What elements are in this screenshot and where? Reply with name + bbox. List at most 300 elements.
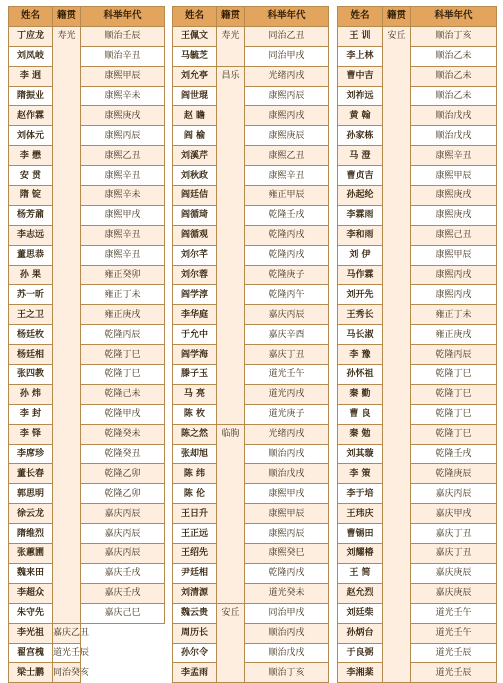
table-row (9, 285, 165, 305)
table-row (9, 305, 165, 325)
era-cell: 康熙丙辰 (245, 524, 329, 544)
table-row (173, 583, 329, 603)
table-row (173, 186, 329, 206)
name-cell: 苏一昕 (9, 285, 53, 305)
table-row (9, 325, 165, 345)
table-row (9, 583, 165, 603)
table-row (9, 464, 165, 484)
table-row (338, 205, 497, 225)
era-cell: 康熙庚戌 (81, 106, 165, 126)
name-cell: 阎学淳 (173, 285, 217, 305)
era-cell: 乾隆丙戌 (245, 245, 329, 265)
table-row (9, 106, 165, 126)
name-cell: 李 迥 (9, 66, 53, 86)
era-cell: 同治癸亥 (53, 663, 81, 683)
era-cell: 道光壬辰 (53, 643, 81, 663)
header-origin: 籍贯 (383, 7, 411, 27)
table-row (9, 663, 165, 683)
table-row (173, 603, 329, 623)
table-row (338, 285, 497, 305)
era-cell: 康熙甲辰 (411, 245, 497, 265)
name-cell: 刘允亭 (173, 66, 217, 86)
era-cell: 康熙甲辰 (411, 166, 497, 186)
header-name: 姓名 (9, 7, 53, 27)
name-cell: 赵允烈 (338, 583, 383, 603)
name-cell: 马长淑 (338, 325, 383, 345)
name-cell: 杨芳鼐 (9, 205, 53, 225)
name-cell: 陈 枚 (173, 404, 217, 424)
era-cell: 乾隆乙卯 (81, 464, 165, 484)
era-cell: 乾隆癸丑 (81, 444, 165, 464)
name-cell: 阎廷佶 (173, 186, 217, 206)
name-cell: 秦 勉 (338, 424, 383, 444)
table-row (338, 504, 497, 524)
table-row (338, 166, 497, 186)
name-cell: 李霖雨 (338, 205, 383, 225)
name-cell: 王之卫 (9, 305, 53, 325)
name-cell: 于允中 (173, 325, 217, 345)
table-row (9, 245, 165, 265)
table-row (173, 225, 329, 245)
name-cell: 李于培 (338, 484, 383, 504)
era-cell: 康熙庚戌 (411, 186, 497, 206)
name-cell: 李 策 (338, 464, 383, 484)
era-cell: 康熙辛丑 (81, 166, 165, 186)
table-row (9, 484, 165, 504)
table-row (338, 404, 497, 424)
name-cell: 赵 瞻 (173, 106, 217, 126)
name-cell: 马作霖 (338, 265, 383, 285)
header-era: 科举年代 (245, 7, 329, 27)
table-row (338, 225, 497, 245)
name-cell: 黄 翰 (338, 106, 383, 126)
table-row (9, 504, 165, 524)
table-row (338, 484, 497, 504)
name-cell: 梁士鹏 (9, 663, 53, 683)
name-cell: 李 豫 (338, 345, 383, 365)
era-cell: 康熙丙戌 (245, 106, 329, 126)
era-cell: 康熙乙丑 (81, 146, 165, 166)
name-cell: 阎循琦 (173, 205, 217, 225)
era-cell: 嘉庆庚辰 (411, 583, 497, 603)
table-row (173, 524, 329, 544)
name-cell: 滕子玉 (173, 365, 217, 385)
table-row (173, 504, 329, 524)
era-cell: 康熙丙戌 (411, 265, 497, 285)
era-cell: 康熙己丑 (411, 225, 497, 245)
table-row (9, 146, 165, 166)
era-cell: 同治甲戌 (245, 603, 329, 623)
table-row (173, 325, 329, 345)
era-cell: 乾隆壬戌 (245, 205, 329, 225)
era-cell: 光绪丙戌 (245, 66, 329, 86)
era-cell: 乾隆丙戌 (245, 563, 329, 583)
name-cell: 王正远 (173, 524, 217, 544)
table-row (173, 205, 329, 225)
table-row (173, 285, 329, 305)
header-name: 姓名 (338, 7, 383, 27)
era-cell: 雍正丁未 (411, 305, 497, 325)
era-cell: 顺治乙未 (411, 66, 497, 86)
table-row (173, 146, 329, 166)
era-cell: 嘉庆己巳 (81, 603, 165, 623)
table-row (173, 245, 329, 265)
era-cell: 顺治戊戌 (245, 643, 329, 663)
name-cell: 马 亮 (173, 384, 217, 404)
table-row (338, 265, 497, 285)
table-left (8, 6, 165, 683)
table-row (173, 46, 329, 66)
name-cell: 李 铎 (9, 424, 53, 444)
table-row (338, 345, 497, 365)
era-cell: 康熙辛丑 (411, 146, 497, 166)
name-cell: 刘溪芹 (173, 146, 217, 166)
era-cell: 乾隆庚辰 (411, 464, 497, 484)
name-cell: 刘体元 (9, 126, 53, 146)
era-cell: 道光壬辰 (411, 643, 497, 663)
table-row (338, 26, 497, 46)
header-row (9, 7, 165, 27)
era-cell: 康熙辛丑 (81, 225, 165, 245)
name-cell: 孙尔令 (173, 643, 217, 663)
table-row (338, 464, 497, 484)
name-cell: 李湘棻 (338, 663, 383, 683)
name-cell: 尹廷相 (173, 563, 217, 583)
era-cell: 顺治乙未 (411, 86, 497, 106)
name-cell: 李志远 (9, 225, 53, 245)
name-cell: 安 贯 (9, 166, 53, 186)
header-era: 科举年代 (81, 7, 165, 27)
table-row (173, 444, 329, 464)
era-cell: 乾隆丁巳 (411, 384, 497, 404)
era-cell: 顺治壬辰 (81, 26, 165, 46)
table-row (338, 544, 497, 564)
era-cell: 康熙甲辰 (81, 66, 165, 86)
era-cell: 顺治戊戌 (411, 126, 497, 146)
table-row (173, 365, 329, 385)
era-cell: 康熙乙丑 (245, 146, 329, 166)
name-cell: 张四教 (9, 365, 53, 385)
era-cell: 乾隆丙辰 (81, 325, 165, 345)
name-cell: 曹锡田 (338, 524, 383, 544)
table-row (338, 424, 497, 444)
era-cell: 嘉庆乙丑 (53, 623, 81, 643)
era-cell: 乾隆丁巳 (411, 365, 497, 385)
name-cell: 刘尔蓉 (173, 265, 217, 285)
table-row (173, 166, 329, 186)
name-cell: 王日升 (173, 504, 217, 524)
name-cell: 曹贞吉 (338, 166, 383, 186)
table-row (338, 603, 497, 623)
table-row (338, 186, 497, 206)
name-cell: 王 简 (338, 563, 383, 583)
table-row (9, 603, 165, 623)
name-cell: 刘秋政 (173, 166, 217, 186)
name-cell: 刘耀椿 (338, 544, 383, 564)
table-middle (172, 6, 329, 683)
era-cell: 顺治丙戌 (245, 623, 329, 643)
era-cell: 道光壬午 (411, 603, 497, 623)
era-cell: 乾隆丁巳 (411, 424, 497, 444)
era-cell: 顺治戊戌 (245, 464, 329, 484)
table-row (338, 583, 497, 603)
table-row (9, 126, 165, 146)
era-cell: 嘉庆庚辰 (411, 563, 497, 583)
name-cell: 董思恭 (9, 245, 53, 265)
name-cell: 孙炳台 (338, 623, 383, 643)
table-row (9, 46, 165, 66)
era-cell: 康熙辛未 (81, 86, 165, 106)
era-cell: 乾隆甲戌 (81, 404, 165, 424)
name-cell: 郭思明 (9, 484, 53, 504)
table-row (338, 106, 497, 126)
table-row (9, 365, 165, 385)
table-row (9, 384, 165, 404)
name-cell: 赵作霖 (9, 106, 53, 126)
era-cell: 康熙甲辰 (245, 504, 329, 524)
table-row (173, 384, 329, 404)
name-cell: 周历长 (173, 623, 217, 643)
era-cell: 顺治丙戌 (245, 444, 329, 464)
table-row (9, 26, 165, 46)
name-cell: 陈 纬 (173, 464, 217, 484)
era-cell: 乾隆丁巳 (81, 345, 165, 365)
era-cell: 乾隆丙辰 (411, 345, 497, 365)
era-cell: 雍正庚戌 (81, 305, 165, 325)
name-cell: 阎学海 (173, 345, 217, 365)
table-row (338, 46, 497, 66)
table-row (338, 384, 497, 404)
name-cell: 曹 良 (338, 404, 383, 424)
era-cell: 雍正丁未 (81, 285, 165, 305)
name-cell: 陈之然 (173, 424, 217, 444)
name-cell: 魏云贵 (173, 603, 217, 623)
name-cell: 翟宫槐 (9, 643, 53, 663)
era-cell: 康熙辛丑 (245, 166, 329, 186)
name-cell: 孙 炜 (9, 384, 53, 404)
name-cell: 隋 锭 (9, 186, 53, 206)
era-cell: 嘉庆甲戌 (411, 504, 497, 524)
era-cell: 嘉庆辛酉 (245, 325, 329, 345)
era-cell: 雍正癸卯 (81, 265, 165, 285)
table-row (338, 146, 497, 166)
origin-cell: 安丘 (217, 603, 245, 683)
header-row (338, 7, 497, 27)
table-row (173, 464, 329, 484)
header-era: 科举年代 (411, 7, 497, 27)
table-row (9, 66, 165, 86)
era-cell: 道光壬午 (411, 623, 497, 643)
table-row (338, 325, 497, 345)
table-row (173, 26, 329, 46)
name-cell: 刘祚远 (338, 86, 383, 106)
name-cell: 曹中吉 (338, 66, 383, 86)
name-cell: 李和雨 (338, 225, 383, 245)
era-cell: 嘉庆壬戌 (81, 563, 165, 583)
era-cell: 道光癸未 (245, 583, 329, 603)
name-cell: 于良弼 (338, 643, 383, 663)
era-cell: 康熙辛未 (81, 186, 165, 206)
era-cell: 雍正甲辰 (245, 186, 329, 206)
header-origin: 籍贯 (53, 7, 81, 27)
header-name: 姓名 (173, 7, 217, 27)
era-cell: 道光壬辰 (411, 663, 497, 683)
origin-cell: 昌乐 (217, 66, 245, 424)
table-row (9, 186, 165, 206)
table-right (337, 6, 497, 683)
header-row (173, 7, 329, 27)
name-cell: 阎 榆 (173, 126, 217, 146)
table-row (173, 305, 329, 325)
table-row (338, 444, 497, 464)
era-cell: 顺治丁亥 (245, 663, 329, 683)
name-cell: 刘开先 (338, 285, 383, 305)
name-cell: 杨廷相 (9, 345, 53, 365)
name-cell: 李上林 (338, 46, 383, 66)
era-cell: 嘉庆丙辰 (411, 484, 497, 504)
name-cell: 丁应龙 (9, 26, 53, 46)
era-cell: 嘉庆丁丑 (245, 345, 329, 365)
era-cell: 顺治戊戌 (411, 106, 497, 126)
era-cell: 嘉庆丙辰 (81, 544, 165, 564)
era-cell: 乾隆己未 (81, 384, 165, 404)
table-row (9, 205, 165, 225)
table-row (9, 444, 165, 464)
table-row (338, 623, 497, 643)
era-cell: 康熙丙辰 (245, 86, 329, 106)
table-row (9, 563, 165, 583)
era-cell: 乾隆丁巳 (411, 404, 497, 424)
era-cell: 同治甲戌 (245, 46, 329, 66)
era-cell: 康熙庚辰 (245, 126, 329, 146)
table-row (9, 86, 165, 106)
era-cell: 康熙庚戌 (411, 205, 497, 225)
name-cell: 董长春 (9, 464, 53, 484)
era-cell: 乾隆庚子 (245, 265, 329, 285)
name-cell: 李 封 (9, 404, 53, 424)
table-row (173, 563, 329, 583)
name-cell: 王绍先 (173, 544, 217, 564)
table-row (338, 563, 497, 583)
table-row (9, 623, 165, 643)
name-cell: 魏来田 (9, 563, 53, 583)
name-cell: 隋维烈 (9, 524, 53, 544)
table-row (338, 365, 497, 385)
era-cell: 康熙甲戌 (81, 205, 165, 225)
era-cell: 嘉庆丁丑 (411, 544, 497, 564)
name-cell: 李华庭 (173, 305, 217, 325)
era-cell: 乾隆癸未 (81, 424, 165, 444)
table-row (173, 544, 329, 564)
era-cell: 嘉庆丙辰 (81, 524, 165, 544)
table-row (9, 643, 165, 663)
era-cell: 乾隆丙戌 (245, 225, 329, 245)
name-cell: 阎循观 (173, 225, 217, 245)
name-cell: 马毓芝 (173, 46, 217, 66)
era-cell: 乾隆丁巳 (81, 365, 165, 385)
name-cell: 陈 伦 (173, 484, 217, 504)
era-cell: 康熙丙戌 (411, 285, 497, 305)
era-cell: 康熙甲戌 (245, 484, 329, 504)
table-row (338, 524, 497, 544)
name-cell: 刘清源 (173, 583, 217, 603)
table-row (9, 404, 165, 424)
name-cell: 张却旭 (173, 444, 217, 464)
table-row (173, 66, 329, 86)
name-cell: 阎世琨 (173, 86, 217, 106)
era-cell: 乾隆壬戌 (411, 444, 497, 464)
era-cell: 顺治乙未 (411, 46, 497, 66)
table-row (173, 345, 329, 365)
table-row (9, 524, 165, 544)
name-cell: 王 训 (338, 26, 383, 46)
table-row (9, 225, 165, 245)
name-cell: 刘廷柴 (338, 603, 383, 623)
era-cell: 康熙辛丑 (81, 245, 165, 265)
name-cell: 孙家栋 (338, 126, 383, 146)
name-cell: 马 澄 (338, 146, 383, 166)
table-row (338, 126, 497, 146)
era-cell: 雍正庚戌 (411, 325, 497, 345)
table-row (173, 404, 329, 424)
name-cell: 刘凤岐 (9, 46, 53, 66)
name-cell: 李孟雨 (173, 663, 217, 683)
table-row (9, 345, 165, 365)
table-row (173, 424, 329, 444)
name-cell: 孙起纶 (338, 186, 383, 206)
name-cell: 李超众 (9, 583, 53, 603)
header-origin: 籍贯 (217, 7, 245, 27)
table-row (9, 265, 165, 285)
table-row (173, 86, 329, 106)
table-row (9, 166, 165, 186)
name-cell: 李 懋 (9, 146, 53, 166)
era-cell: 康熙丙辰 (81, 126, 165, 146)
era-cell: 同治乙丑 (245, 26, 329, 46)
table-row (9, 544, 165, 564)
era-cell: 嘉庆丙辰 (81, 504, 165, 524)
table-row (173, 663, 329, 683)
table-row (173, 484, 329, 504)
table-row (338, 643, 497, 663)
origin-cell: 寿光 (53, 26, 81, 623)
name-cell: 徐云龙 (9, 504, 53, 524)
table-row (338, 86, 497, 106)
era-cell: 乾隆丙午 (245, 285, 329, 305)
table-row (338, 663, 497, 683)
table-row (338, 66, 497, 86)
name-cell: 王玮庆 (338, 504, 383, 524)
table-row (338, 305, 497, 325)
table-row (173, 623, 329, 643)
era-cell: 道光丙戌 (245, 384, 329, 404)
origin-cell: 寿光 (217, 26, 245, 66)
table-row (173, 126, 329, 146)
name-cell: 刘尔芊 (173, 245, 217, 265)
name-cell: 张蕙圃 (9, 544, 53, 564)
era-cell: 嘉庆丙辰 (245, 305, 329, 325)
name-cell: 王秀长 (338, 305, 383, 325)
origin-cell: 临朐 (217, 424, 245, 603)
name-cell: 李光祖 (9, 623, 53, 643)
name-cell: 朱守先 (9, 603, 53, 623)
era-cell: 光绪丙戌 (245, 424, 329, 444)
era-cell: 道光庚子 (245, 404, 329, 424)
era-cell: 乾隆乙卯 (81, 484, 165, 504)
table-row (173, 265, 329, 285)
era-cell: 嘉庆丁丑 (411, 524, 497, 544)
name-cell: 孙 果 (9, 265, 53, 285)
